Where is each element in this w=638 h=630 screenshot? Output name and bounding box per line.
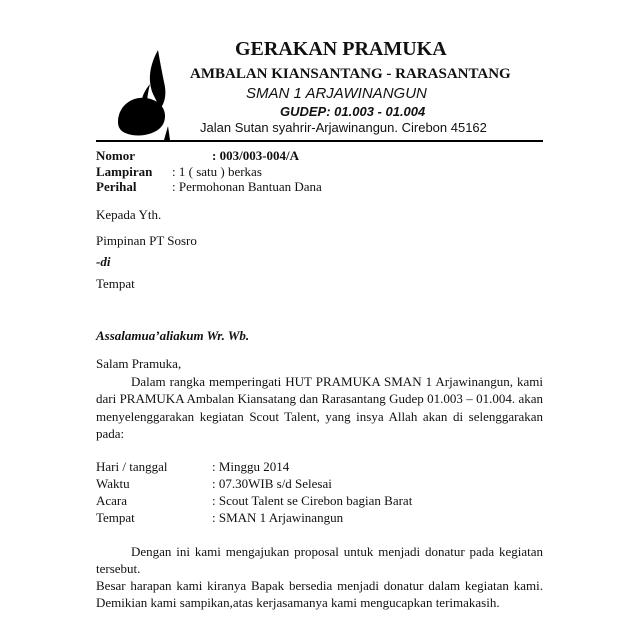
- meta-value-nomor: : 003/003-004/A: [212, 148, 300, 163]
- recipient-line1: Kepada Yth.: [96, 207, 162, 222]
- event-label-place: Tempat: [96, 510, 135, 525]
- tunas-kelapa-logo-icon: [110, 44, 186, 140]
- meta-label-perihal: Perihal: [96, 179, 137, 194]
- school-name: SMAN 1 ARJAWINANGUN: [246, 85, 427, 102]
- paragraph3-line1: Besar harapan kami kiranya Bapak bersedia menjadi donatur dalam kegiatan kami.: [96, 578, 543, 593]
- org-title: GERAKAN PRAMUKA: [235, 38, 447, 60]
- event-label-acara: Acara: [96, 493, 128, 508]
- meta-value-perihal: : Permohonan Bantuan Dana: [172, 179, 322, 194]
- paragraph1-line1: Dalam rangka memperingati HUT PRAMUKA SMAN 1 Arjawinangun, kami: [131, 374, 543, 389]
- paragraph1-line3: menyelenggarakan kegiatan Scout Talent, yang insya Allah akan di selenggarakan: [96, 409, 543, 424]
- event-label-date: Hari / tanggal: [96, 459, 168, 474]
- address: Jalan Sutan syahrir-Arjawinangun. Cirebon 45162: [200, 120, 487, 135]
- event-label-time: Waktu: [96, 476, 130, 491]
- event-value-time: : 07.30WIB s/d Selesai: [212, 476, 332, 491]
- event-value-date: : Minggu 2014: [212, 459, 290, 474]
- recipient-line4: Tempat: [96, 276, 135, 291]
- recipient-line3: -di: [96, 254, 111, 269]
- gudep-number: GUDEP: 01.003 - 01.004: [280, 104, 426, 119]
- paragraph1-line4: pada:: [96, 426, 125, 441]
- paragraph2-line1: Dengan ini kami mengajukan proposal untuk menjadi donatur pada kegiatan: [131, 544, 543, 559]
- meta-label-nomor: Nomor: [96, 148, 135, 163]
- meta-value-lampiran: : 1 ( satu ) berkas: [172, 164, 262, 179]
- unit-name: AMBALAN KIANSANTANG - RARASANTANG: [190, 66, 511, 82]
- greeting: Assalamua’aliakum Wr. Wb.: [96, 328, 250, 343]
- paragraph1-line2: dari PRAMUKA Ambalan Kiansatang dan Rarasantang Gudep 01.003 – 01.004. akan: [96, 391, 543, 406]
- event-value-place: : SMAN 1 Arjawinangun: [212, 510, 344, 525]
- salutation: Salam Pramuka,: [96, 356, 182, 371]
- event-value-acara: : Scout Talent se Cirebon bagian Barat: [212, 493, 413, 508]
- header-divider: [96, 140, 543, 142]
- paragraph2-line2: tersebut.: [96, 561, 141, 576]
- paragraph3-line2: Demikian kami sampikan,atas kerjasamanya kami mengucapkan terimakasih.: [96, 595, 500, 610]
- recipient-line2: Pimpinan PT Sosro: [96, 233, 197, 248]
- meta-label-lampiran: Lampiran: [96, 164, 153, 179]
